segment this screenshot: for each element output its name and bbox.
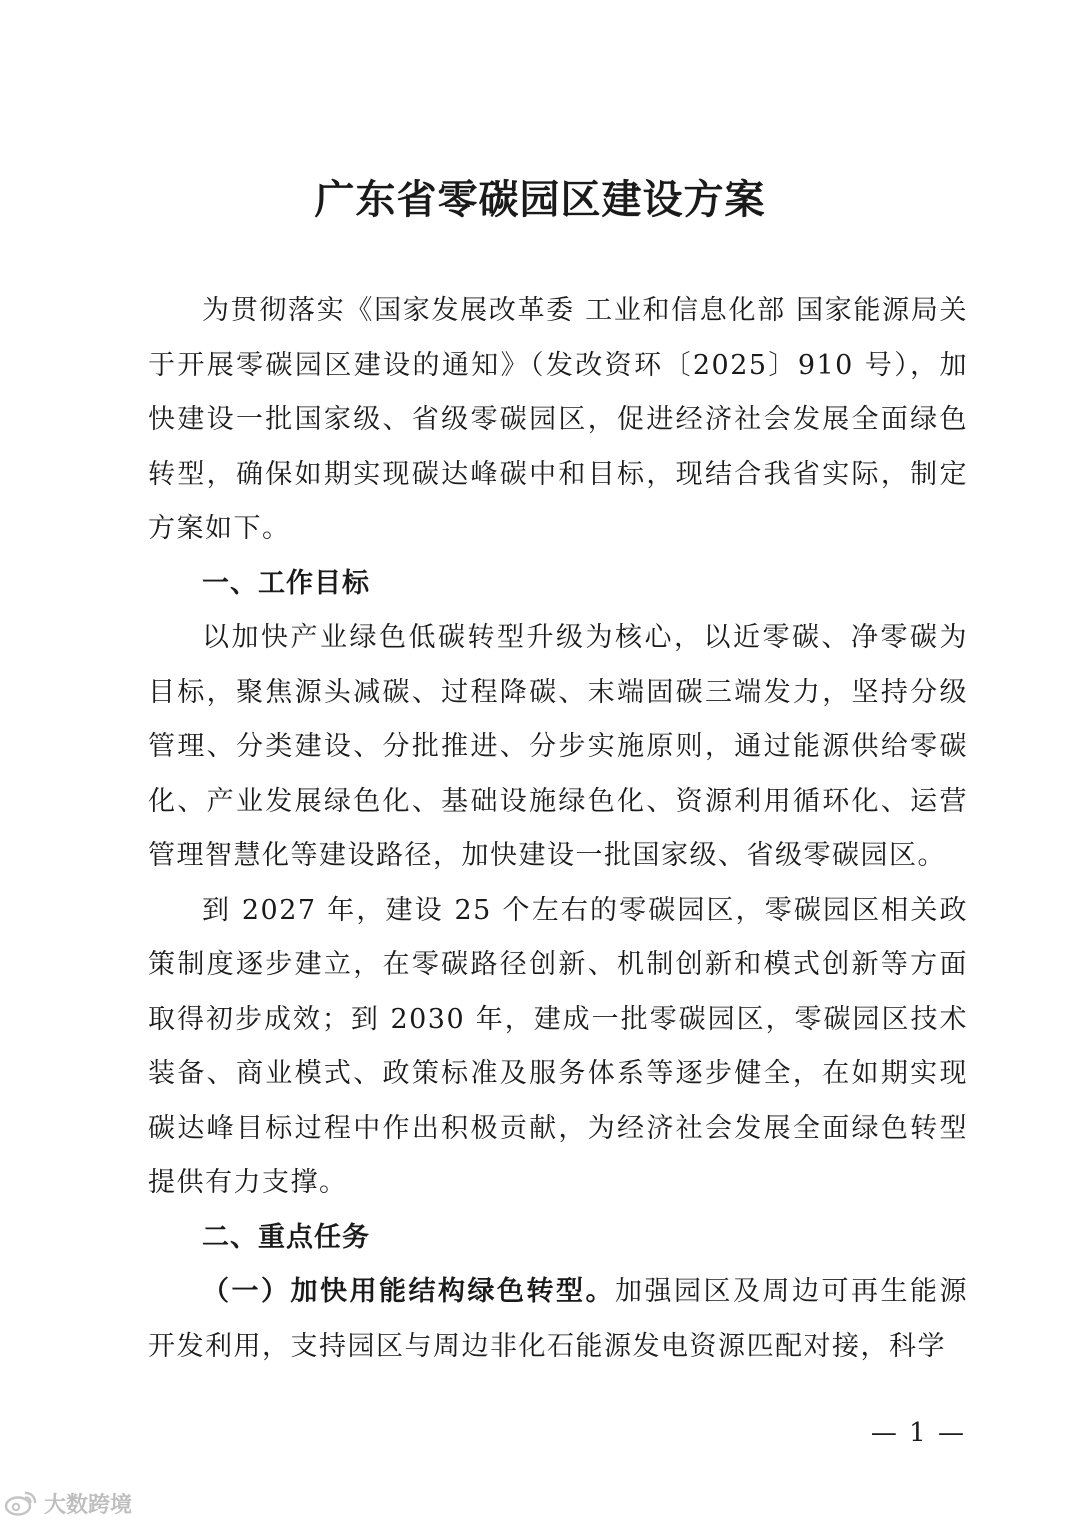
task-item-label: （一）加快用能结构绿色转型。 [202, 1276, 615, 1307]
page-number: — 1 — [870, 1418, 966, 1448]
weibo-logo-icon [4, 1489, 38, 1517]
section-heading-goals: 一、工作目标 [202, 567, 370, 599]
document-body [148, 284, 968, 1374]
goals-paragraph-1: 以加快产业绿色低碳转型升级为核心，以近零碳、净零碳为目标，聚焦源头减碳、过程降碳、末端固碳三端发力，坚持分级管理、分类建设、分批推进、分步实施原则，通过能源供给零碳化、产业发展绿色化、基础设施绿色化、资源利用循环化、运营管理智慧化等建设路径，加快建设一批国家级、省级零碳园区。 [148, 622, 968, 871]
task-item-text: 加强园区及周边可再生能源开发利用，支持园区与周边非化石能源发电资源匹配对接，科学 [148, 1276, 968, 1362]
tasks-paragraph-1 [148, 1265, 968, 1374]
section-heading-tasks: 二、重点任务 [202, 1221, 370, 1253]
document-title: 广东省零碳园区建设方案 [314, 176, 766, 223]
watermark-text: 大数跨境 [44, 1492, 133, 1518]
intro-paragraph: 为贯彻落实《国家发展改革委 工业和信息化部 国家能源局关于开展零碳园区建设的通知》（发改资环〔2025〕910 号），加快建设一批国家级、省级零碳园区，促进经济社会发展全面绿色转型，确保如期实现碳达峰碳中和目标，现结合我省实际，制定方案如下。 [148, 295, 968, 544]
goals-paragraph-2: 到 2027 年，建设 25 个左右的零碳园区，零碳园区相关政策制度逐步建立，在零碳路径创新、机制创新和模式创新等方面取得初步成效；到 2030 年，建成一批零碳园区，零碳园区技术装备、商业模式、政策标准及服务体系等逐步健全，在如期实现碳达峰目标过程中作出积极贡献，为经济社会发展全面绿色转型提供有力支撑。 [148, 894, 968, 1198]
watermark [4, 1488, 132, 1518]
